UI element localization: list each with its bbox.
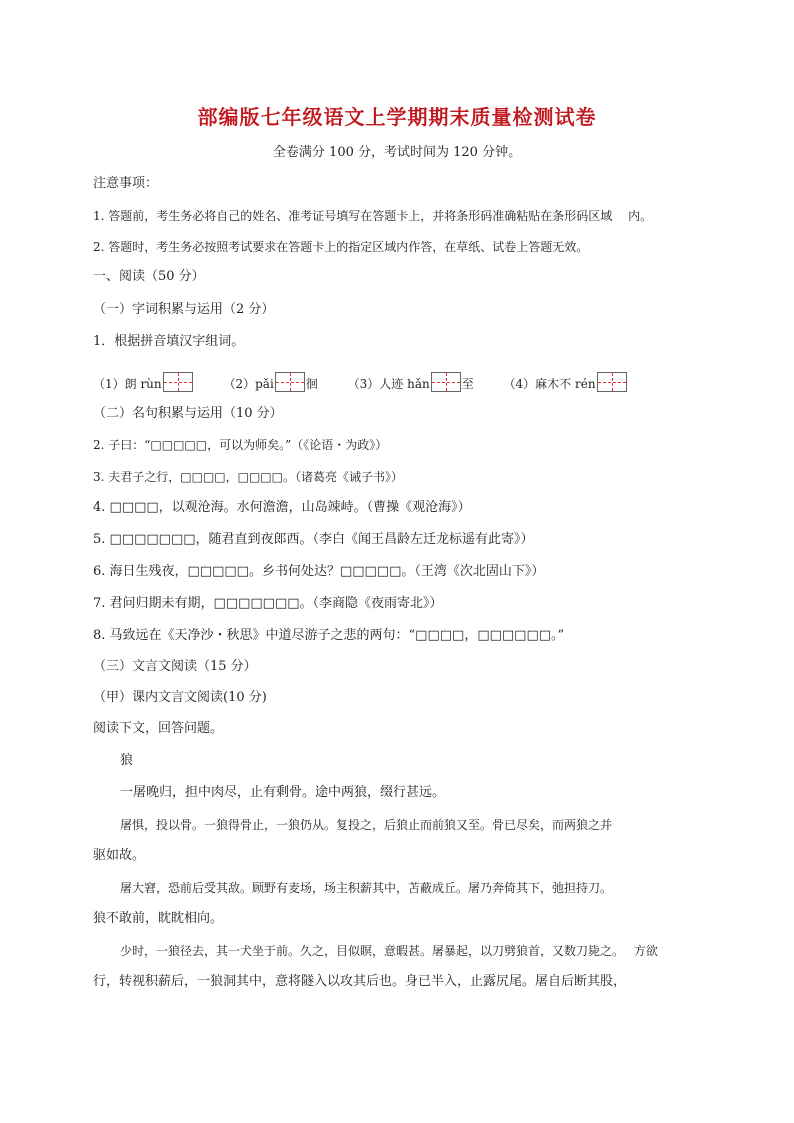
section1-heading: （一）字词积累与运用（2 分）: [93, 302, 275, 317]
pinyin-item-3-suffix: 至: [461, 377, 474, 391]
section2-heading: （二）名句积累与运用（10 分）: [93, 406, 283, 421]
subsection-heading: （甲）课内文言文阅读(10 分): [93, 690, 267, 705]
pinyin-item-1: （1）朗 rùn: [93, 377, 162, 391]
passage-title: 狼: [120, 753, 134, 768]
answer-box-1[interactable]: [163, 372, 193, 392]
answer-box-2[interactable]: [275, 372, 305, 392]
question-7: 7. 君问归期未有期，□□□□□□□。（李商隐《夜雨寄北》）: [93, 596, 443, 611]
answer-box-3[interactable]: [431, 372, 461, 392]
question-2: 2. 子曰：“□□□□□，可以为师矣。”（《论语・为政》）: [93, 438, 388, 452]
question-8: 8. 马致远在《天净沙・秋思》中道尽游子之悲的两句：“□□□□，□□□□□□。”: [93, 628, 565, 643]
question-5: 5. □□□□□□□，随君直到夜郎西。（李白《闻王昌龄左迁龙标遥有此寄》）: [93, 532, 534, 547]
passage-paragraph-2: 屠惧，投以骨。一狼得骨止，一狼仍从。复投之，后狼止而前狼又至。骨已尽矣，而两狼之并: [120, 818, 613, 832]
pinyin-item-3: （3）人迹 hǎn: [347, 377, 430, 391]
page-title: 部编版七年级语文上学期期末质量检测试卷: [197, 105, 597, 129]
question-3: 3. 夫君子之行，□□□□，□□□□。（诸葛亮《诫子书》）: [93, 470, 403, 484]
pinyin-item-4: （4）麻木不 rén: [503, 377, 596, 391]
passage-paragraph-3-cont: 狼不敢前，眈眈相向。: [93, 911, 224, 926]
question-4: 4. □□□□，以观沧海。水何澹澹，山岛竦峙。（曹操《观沧海》）: [93, 500, 471, 515]
question-1: 1．根据拼音填汉字组词。: [93, 334, 245, 349]
part1-heading: 一、阅读（50 分）: [93, 269, 205, 284]
passage-paragraph-4: 少时，一狼径去，其一犬坐于前。久之，目似瞑，意暇甚。屠暴起，以刀劈狼首，又数刀毙之。 方欲: [120, 944, 658, 958]
passage-paragraph-2-cont: 驱如故。: [93, 848, 146, 863]
pinyin-item-2-suffix: 徊: [305, 377, 318, 391]
reading-instruction: 阅读下文，回答问题。: [93, 721, 224, 736]
exam-info: 全卷满分 100 分，考试时间为 120 分钟。: [272, 145, 522, 160]
section3-heading: （三）文言文阅读（15 分）: [93, 659, 257, 674]
notice-item-2: 2. 答题时，考生务必按照考试要求在答题卡上的指定区域内作答，在草纸、试卷上答题无效。: [93, 240, 589, 254]
passage-paragraph-4-cont: 行，转视积薪后，一狼洞其中，意将隧入以攻其后也。身已半入，止露尻尾。屠自后断其股，: [93, 974, 627, 989]
answer-box-4[interactable]: [597, 372, 627, 392]
passage-paragraph-1: 一屠晚归，担中肉尽，止有剩骨。途中两狼，缀行甚远。: [120, 785, 446, 800]
pinyin-item-2: （2）pǎi: [223, 377, 274, 391]
notice-item-1: 1. 答题前，考生务必将自己的姓名、准考证号填写在答题卡上，并将条形码准确粘贴在条形码区域 内。: [93, 209, 653, 223]
notice-heading: 注意事项：: [93, 176, 159, 191]
passage-paragraph-3: 屠大窘，恐前后受其敌。顾野有麦场，场主积薪其中，苫蔽成丘。屠乃奔倚其下，弛担持刀。: [120, 881, 613, 895]
pinyin-row: [93, 372, 628, 393]
question-6: 6. 海日生残夜，□□□□□。乡书何处达？□□□□□。（王湾《次北固山下》）: [93, 564, 545, 579]
